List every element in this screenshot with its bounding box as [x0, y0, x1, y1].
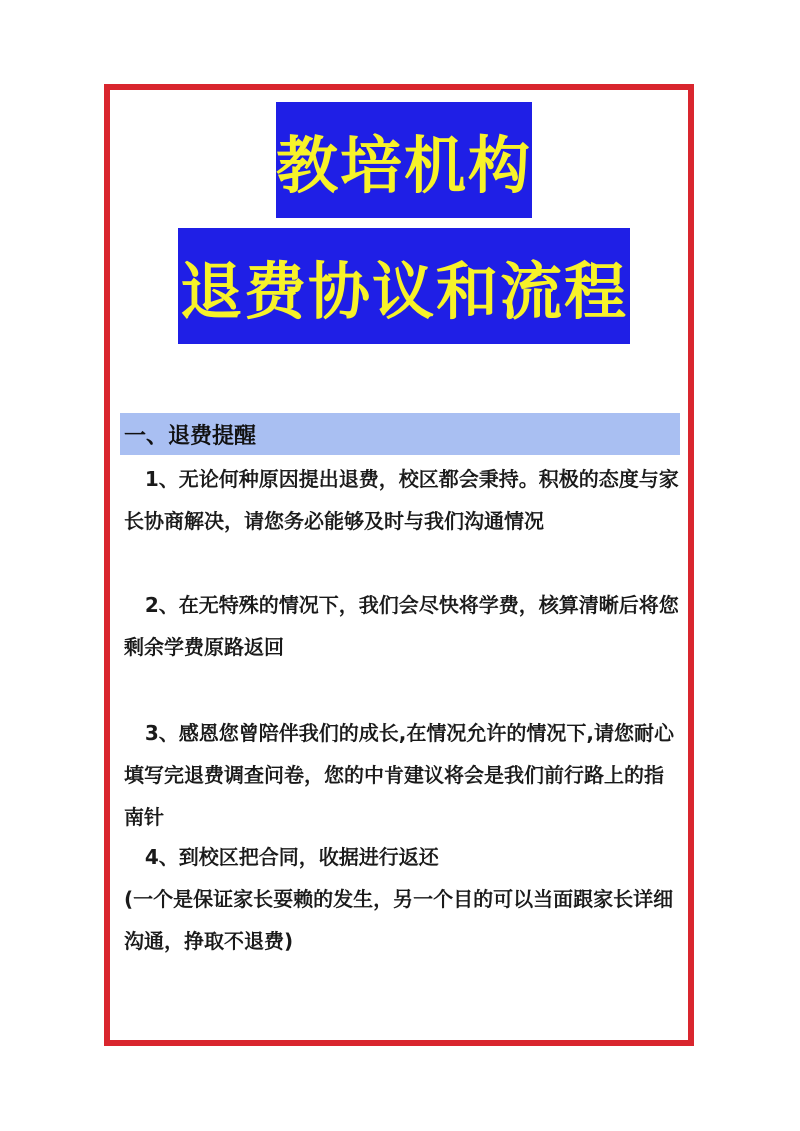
paragraph-3: 3、感恩您曾陪伴我们的成长,在情况允许的情况下,请您耐心填写完退费调查问卷，您的中肯建议将会是我们前行路上的指南针: [124, 721, 675, 829]
paragraph-2: 2、在无特殊的情况下，我们会尽快将学费，核算清晰后将您剩余学费原路返回: [124, 593, 679, 659]
paragraph-4: 4、到校区把合同，收据进行返还 (一个是保证家长耍赖的发生，另一个目的可以当面跟家长详细沟通，挣取不退费): [124, 845, 674, 953]
title-line-1: 教培机构: [276, 102, 532, 218]
section-heading-bar: [120, 413, 680, 455]
paragraph-1: 1、无论何种原因提出退费，校区都会秉持。积极的态度与家长协商解决，请您务必能够及时与我们沟通情况: [124, 467, 679, 533]
title-line-2: 退费协议和流程: [178, 228, 630, 344]
document-frame: [104, 84, 694, 1046]
section-heading: 一、退费提醒: [124, 423, 257, 449]
